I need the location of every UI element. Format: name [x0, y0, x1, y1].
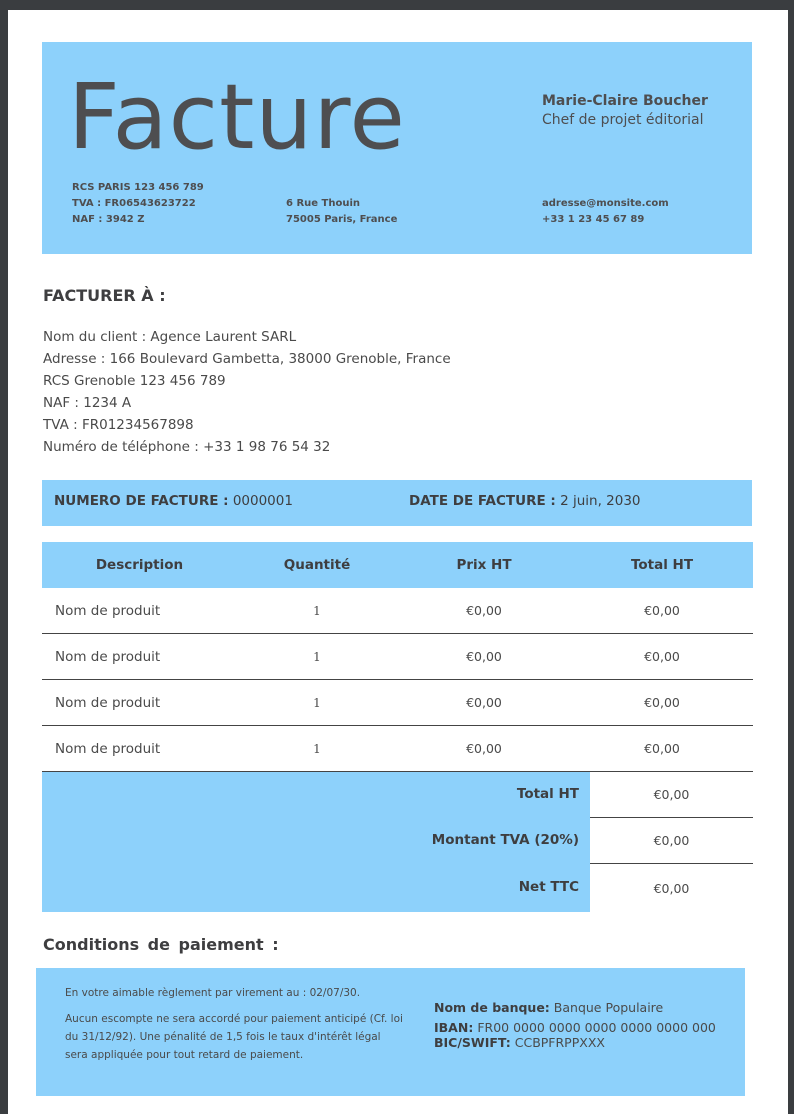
client-address: Adresse : 166 Boulevard Gambetta, 38000 Grenoble, France	[43, 351, 451, 367]
table-row	[42, 726, 753, 772]
issuer-contact	[542, 196, 669, 228]
tva-value: €0,00	[590, 818, 753, 864]
payment-due-text: En votre aimable règlement par virement au : 02/07/30.	[65, 987, 361, 999]
payment-conditions-box	[36, 968, 745, 1096]
client-phone: Numéro de téléphone : +33 1 98 76 54 32	[43, 439, 331, 455]
row-quantity: 1	[313, 741, 321, 756]
issuer-rcs: RCS PARIS 123 456 789	[72, 182, 204, 193]
totals-block	[42, 772, 753, 912]
bank-name-value: Banque Populaire	[553, 1000, 664, 1015]
bill-to-title: FACTURER À :	[43, 286, 166, 305]
iban-label: IBAN:	[434, 1020, 474, 1035]
invoice-number-label: NUMERO DE FACTURE :	[54, 493, 229, 509]
issuer-email: adresse@monsite.com	[542, 198, 669, 209]
payment-penalty-text: Aucun escompte ne sera accordé pour paiement anticipé (Cf. loi du 31/12/92). Une pénalité de 1,5 fois le taux d'intérêt légal sera appliquée pour tout retard de paiement.	[65, 1013, 403, 1061]
net-ttc-label: Net TTC	[518, 879, 579, 895]
total-ht-label: Total HT	[516, 786, 579, 802]
bank-name-label: Nom de banque:	[434, 1000, 550, 1015]
row-unit-price: €0,00	[466, 741, 502, 756]
net-ttc-value: €0,00	[653, 880, 690, 896]
row-total: €0,00	[644, 649, 680, 664]
issuer-tva: TVA : FR06543623722	[72, 198, 196, 209]
issuer-role: Chef de projet éditorial	[542, 112, 704, 128]
bic-swift	[434, 1035, 716, 1050]
table-header	[42, 542, 753, 588]
row-description: Nom de produit	[55, 740, 161, 757]
header-unit-price: Prix HT	[456, 557, 512, 573]
row-total: €0,00	[644, 741, 680, 756]
issuer-address-line2: 75005 Paris, France	[286, 214, 398, 225]
total-ht-value: €0,00	[590, 772, 753, 818]
invoice-date-label: DATE DE FACTURE :	[409, 493, 556, 509]
row-total: €0,00	[644, 603, 680, 618]
row-quantity: 1	[313, 603, 321, 618]
net-ttc-row	[42, 865, 753, 911]
tva-row	[42, 818, 753, 864]
bic-value: CCBPFRPPXXX	[514, 1035, 605, 1050]
row-unit-price: €0,00	[466, 695, 502, 710]
payment-terms	[65, 984, 405, 1064]
header-description: Description	[95, 557, 184, 573]
row-unit-price: €0,00	[466, 649, 502, 664]
issuer-phone: +33 1 23 45 67 89	[542, 214, 645, 225]
row-total: €0,00	[644, 695, 680, 710]
row-quantity: 1	[313, 695, 321, 710]
bill-to-details	[43, 326, 451, 458]
row-description: Nom de produit	[55, 602, 161, 619]
header-quantity: Quantité	[283, 557, 351, 573]
invoice-date	[409, 493, 641, 509]
bank-details	[434, 1000, 716, 1050]
tva-label: Montant TVA (20%)	[431, 832, 579, 848]
bic-label: BIC/SWIFT:	[434, 1035, 511, 1050]
table-row	[42, 634, 753, 680]
iban-value: FR00 0000 0000 0000 0000 0000 000	[477, 1020, 716, 1035]
row-description: Nom de produit	[55, 694, 161, 711]
invoice-number	[54, 493, 293, 509]
issuer-legal-info	[72, 180, 204, 228]
items-table	[42, 542, 753, 772]
issuer-block	[542, 92, 708, 130]
total-ht-row	[42, 772, 753, 818]
client-naf: NAF : 1234 A	[43, 395, 132, 411]
issuer-address	[286, 196, 397, 228]
invoice-date-value: 2 juin, 2030	[560, 493, 641, 509]
invoice-number-bar	[42, 480, 752, 526]
table-row	[42, 680, 753, 726]
issuer-address-line1: 6 Rue Thouin	[286, 198, 360, 209]
client-rcs: RCS Grenoble 123 456 789	[43, 373, 226, 389]
iban	[434, 1020, 716, 1035]
issuer-name: Marie-Claire Boucher	[542, 93, 708, 109]
client-tva: TVA : FR01234567898	[43, 417, 194, 433]
row-unit-price: €0,00	[466, 603, 502, 618]
row-description: Nom de produit	[55, 648, 161, 665]
invoice-title: Facture	[68, 65, 406, 170]
issuer-naf: NAF : 3942 Z	[72, 214, 145, 225]
payment-conditions-title: Conditions de paiement :	[43, 935, 279, 954]
header-total: Total HT	[630, 557, 694, 573]
invoice-page	[8, 10, 788, 1114]
row-quantity: 1	[313, 649, 321, 664]
invoice-number-value: 0000001	[232, 493, 293, 509]
bank-name	[434, 1000, 716, 1016]
client-name: Nom du client : Agence Laurent SARL	[43, 329, 297, 345]
table-row	[42, 588, 753, 634]
invoice-header	[42, 42, 752, 254]
